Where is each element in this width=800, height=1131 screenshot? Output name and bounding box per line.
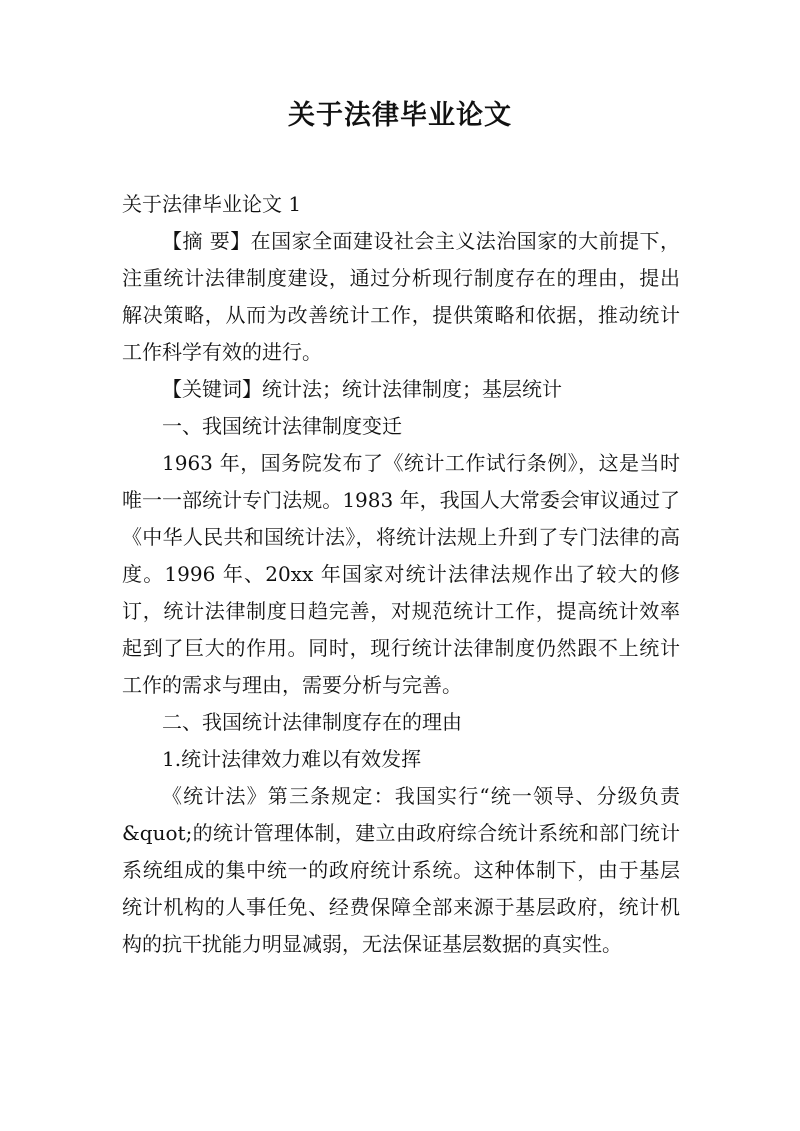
keywords-paragraph: 【关键词】统计法；统计法律制度；基层统计 (162, 377, 562, 401)
section-heading: 关于法律毕业论文 1 (122, 192, 302, 216)
abstract-paragraph: 【摘 要】在国家全面建设社会主义法治国家的大前提下，注重统计法律制度建设，通过分析现行制度存在的理由，提出解决策略，从而为改善统计工作，提供策略和依据，推动统计工作科学有效的进行。 (122, 229, 680, 364)
section-two-heading: 二、我国统计法律制度存在的理由 (162, 710, 462, 734)
history-paragraph: 1963 年，国务院发布了《统计工作试行条例》，这是当时唯一一部统计专门法规。1983 年，我国人大常委会审议通过了《中华人民共和国统计法》，将统计法规上升到了专门法律的高度。1996 年、20xx 年国家对统计法律法规作出了较大的修订，统计法律制度日趋完善，对规范统计工作，提高统计效率起到了巨大的作用。同时，现行统计法律制度仍然跟不上统计工作的需求与理由，需要分析与完善。 (122, 451, 680, 697)
article-three-paragraph: 《统计法》第三条规定：我国实行“统一领导、分级负责&quot;的统计管理体制，建立由政府综合统计系统和部门统计系统组成的集中统一的政府统计系统。这种体制下，由于基层统计机构的人事任免、经费保障全部来源于基层政府，统计机构的抗干扰能力明显减弱，无法保证基层数据的真实性。 (122, 784, 680, 956)
section-one-heading: 一、我国统计法律制度变迁 (162, 414, 402, 438)
document-title: 关于法律毕业论文 (288, 100, 512, 131)
subsection-heading: 1.统计法律效力难以有效发挥 (162, 747, 422, 771)
document-body (122, 186, 680, 963)
